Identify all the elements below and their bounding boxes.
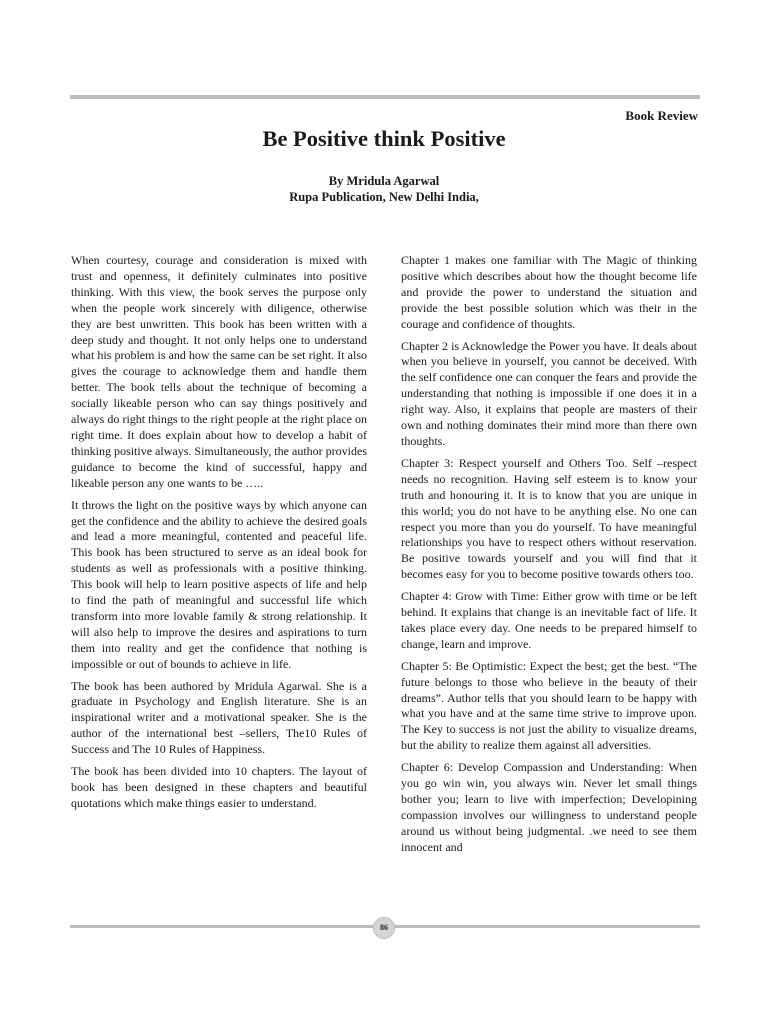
publisher-line: Rupa Publication, New Delhi India, [289, 190, 479, 204]
article-title: Be Positive think Positive [262, 126, 506, 151]
paragraph: The book has been authored by Mridula Agarwal. She is a graduate in Psychology and English literature. She is an inspirational writer and a motivational speaker. She is the author of the international best –sellers, The10 Rules of Success and The 10 Rules of Happiness. [71, 678, 367, 757]
right-column [401, 253, 697, 862]
page-number: 86 [373, 917, 395, 939]
top-rule [70, 95, 700, 99]
paragraph: When courtesy, courage and consideration is mixed with trust and openness, it definitely culminates into positive thinking. With this view, the book serves the purpose only when the people work sincerely with diligence, otherwise they are best unwritten. This book has been written with a deep study and thought. It not only helps one to understand what his problem is and how the same can be set right. It also gives the courage to acknowledge them and handle them better. The book tells about the technique of becoming a socially likeable person who can say things positively and always do right things to the right people at the right place on right time. It does explain about how to develop a habit of thinking positive always. Simultaneously, the author provides guidance to become the kind of successful, happy and likeable person any one wants to be ….. [71, 253, 367, 490]
paragraph: Chapter 3: Respect yourself and Others Too. Self –respect needs no recognition. Having self esteem is to know your truth and honouring it. It is to know that you are unique in this world; you do not have to be anything else. No one can respect you more than you do yourself. To have meaningful relationships you have to respect others without reservation. Be positive towards yourself and you will find that it becomes easy for you to become positive towards others too. [401, 455, 697, 582]
paragraph: Chapter 4: Grow with Time: Either grow with time or be left behind. It explains that change is an inevitable fact of life. It takes place every day. One needs to be prepared himself to change, learn and improve. [401, 589, 697, 651]
byline [0, 173, 768, 205]
paragraph: The book has been divided into 10 chapters. The layout of book has been designed in these chapters and beautiful quotations which make things easier to understand. [71, 764, 367, 810]
section-label: Book Review [625, 108, 698, 123]
paragraph: It throws the light on the positive ways by which anyone can get the confidence and the ability to achieve the desired goals and lead a more meaningful, contented and peaceful life. This book has been structured to serve as an ideal book for students as well as professionals with a positive thinking. This book will help to learn positive aspects of life and help to find the path of meaningful and successful life which transform into more lovable family & strong relationship. It will also help to improve the desires and aspirations to turn them into reality and get the confidence that nothing is impossible or out of bounds to achieve in life. [71, 497, 367, 671]
paragraph: Chapter 5: Be Optimistic: Expect the best; get the best. “The future belongs to those who believe in the beauty of their dreams”. Author tells that you should learn to be happy with what you have and at the same time strive to improve upon. The Key to success is not just the ability to visualize dreams, but the ability to realize them against all adversities. [401, 658, 697, 753]
author-line: By Mridula Agarwal [328, 174, 440, 188]
paragraph: Chapter 1 makes one familiar with The Magic of thinking positive which describes about how the thought become life and provide the power to understand the situation and provide the best possible solution which was their in the courage and confidence of thoughts. [401, 253, 697, 331]
left-column [71, 253, 367, 818]
paragraph: Chapter 2 is Acknowledge the Power you have. It deals about when you believe in yourself, you cannot be deceived. With the self confidence one can conquer the fears and provide the understanding that nothing is impossible if one does it in a right way. Also, it explains that people are masters of their own and nothing dominates their mind more than there own thoughts. [401, 338, 697, 448]
paragraph: Chapter 6: Develop Compassion and Understanding: When you go win win, you always win. Never let small things bother you; learn to live with imperfection; Developining compassion involves our willingness to understand people around us without being judgmental. .we need to see them innocent and [401, 760, 697, 854]
